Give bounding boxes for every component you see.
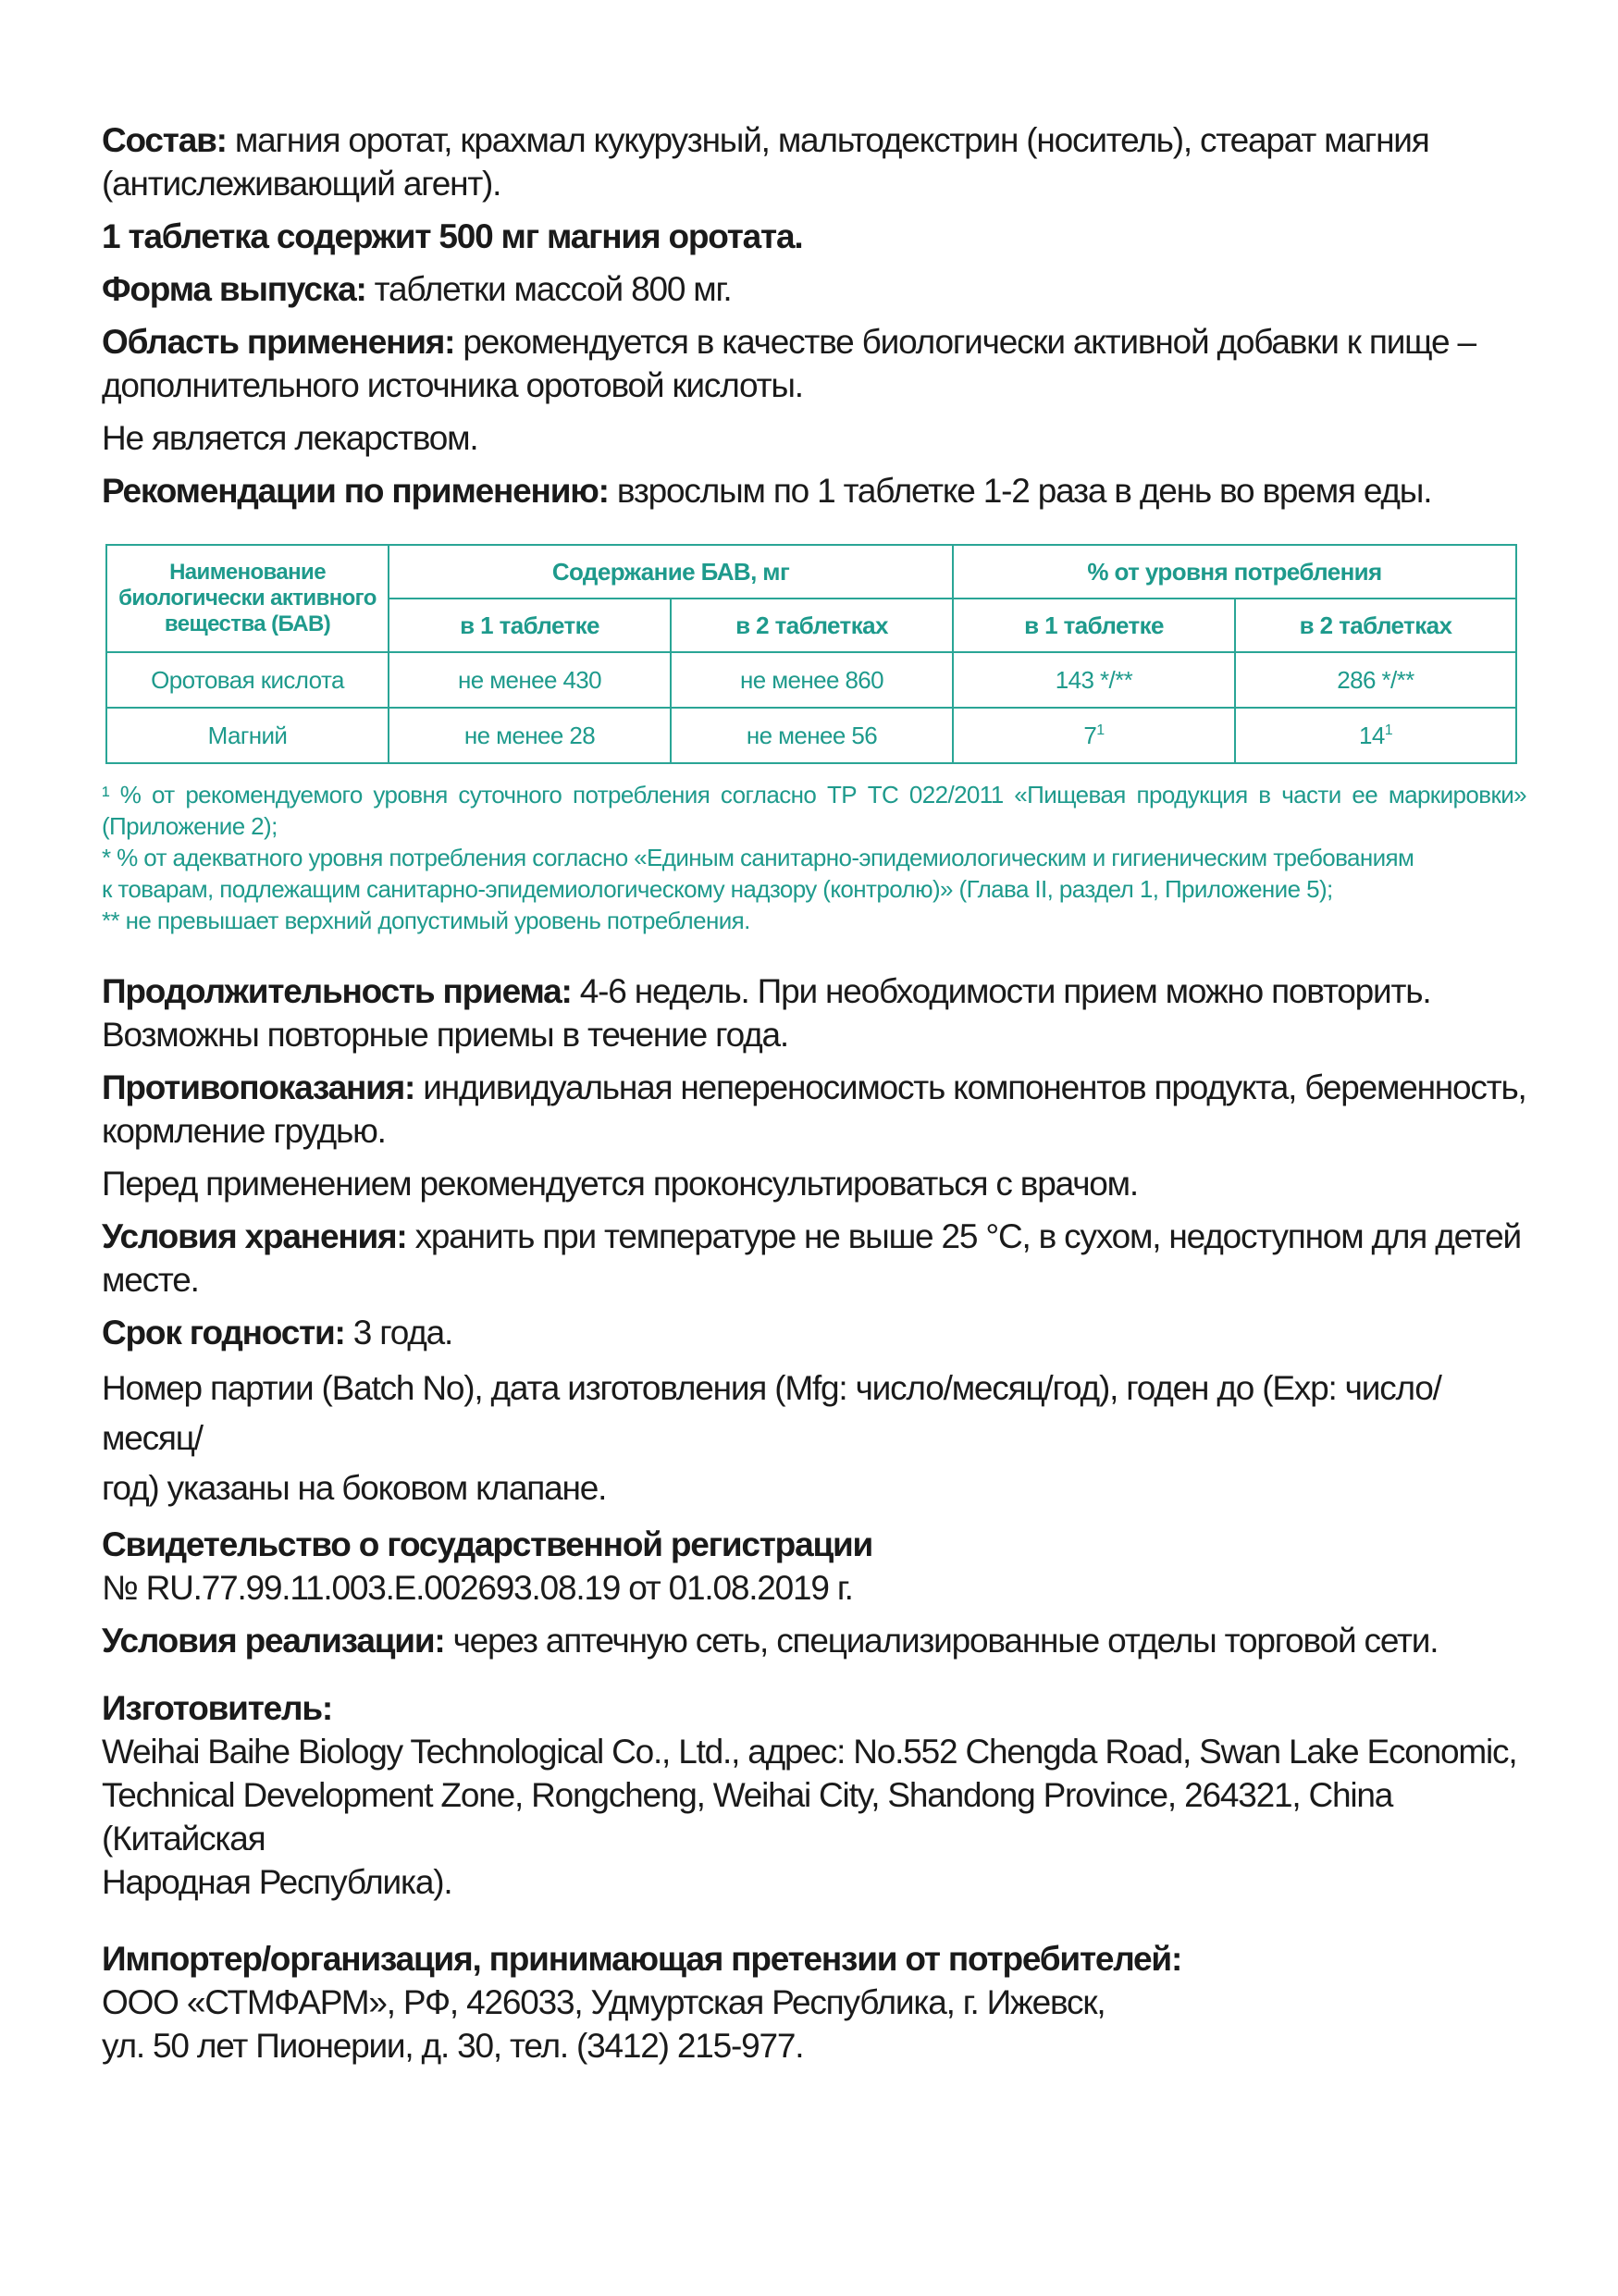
importer-label: Импортер/организация, принимающая претензии от потребителей:	[102, 1940, 1182, 1978]
sale-text: через аптечную сеть, специализированные отделы торговой сети.	[452, 1622, 1439, 1660]
row-content-1: не менее 28	[389, 708, 671, 763]
row-content-2: не менее 56	[671, 708, 953, 763]
sale-label: Условия реализации:	[102, 1622, 445, 1660]
table-row	[106, 708, 1516, 763]
shelf-paragraph	[102, 1311, 1526, 1354]
form-paragraph	[102, 267, 1526, 311]
manufacturer-line3: Народная Республика).	[102, 1863, 452, 1901]
importer-line1: ООО «СТМФАРМ», РФ, 426033, Удмуртская Республика, г. Ижевск,	[102, 1983, 1105, 2021]
composition-line2: (антислеживающий агент).	[102, 165, 501, 203]
usage-label: Рекомендации по применению:	[102, 472, 609, 510]
sale-paragraph	[102, 1619, 1526, 1662]
tablet-content: 1 таблетка содержит 500 мг магния оротата.	[102, 217, 803, 255]
row-name: Магний	[106, 708, 389, 763]
area-label: Область применения:	[102, 323, 455, 361]
footnote-1-line2: (Приложение 2);	[102, 812, 278, 840]
row-name: Оротовая кислота	[106, 652, 389, 708]
manufacturer-label: Изготовитель:	[102, 1689, 332, 1727]
nutrient-table	[105, 544, 1517, 764]
row-percent-1: $7^1$	[953, 708, 1235, 763]
composition-label: Состав:	[102, 121, 227, 159]
form-label: Форма выпуска:	[102, 270, 366, 308]
col-name-header: Наименование биологически активного вещества (БАВ)	[106, 545, 389, 652]
table-row	[106, 652, 1516, 708]
footnotes	[102, 779, 1526, 936]
footnote-2-line2: к товарам, подлежащим санитарно-эпидемиологическому надзору (контролю)» (Глава II, раздел 1, Приложение 5);	[102, 875, 1333, 903]
row-percent-2: 286 */**	[1235, 652, 1516, 708]
area-paragraph	[102, 320, 1526, 407]
form-text: таблетки массой 800 мг.	[374, 270, 732, 308]
usage-text: взрослым по 1 таблетке 1-2 раза в день во время еды.	[616, 472, 1432, 510]
document-body	[102, 118, 1526, 2077]
storage-line1: хранить при температуре не выше 25 °С, в сухом, недоступном для детей	[414, 1217, 1521, 1255]
row-percent-2: $14^1$	[1235, 708, 1516, 763]
footnote-mark: 1	[1096, 722, 1105, 738]
footnote-2-line1: * % от адекватного уровня потребления согласно «Единым санитарно-эпидемиологическим и гигиеническим требованиям	[102, 844, 1414, 871]
batch-line2: год) указаны на боковом клапане.	[102, 1469, 607, 1507]
footnote-mark: 1	[1384, 722, 1393, 738]
shelf-label: Срок годности:	[102, 1314, 345, 1352]
sub-header: в 2 таблетках	[671, 599, 953, 652]
area-line1: рекомендуется в качестве биологически активной добавки к пище –	[463, 323, 1476, 361]
registration-label: Свидетельство о государственной регистрации	[102, 1525, 873, 1563]
area-line2: дополнительного источника оротовой кислоты.	[102, 366, 803, 404]
contra-line1: индивидуальная непереносимость компонентов продукта, беременность,	[423, 1068, 1526, 1106]
batch-line1: Номер партии (Batch No), дата изготовления (Mfg: число/месяц/год), годен до (Exp: число/месяц/	[102, 1369, 1441, 1457]
contra-label: Противопоказания:	[102, 1068, 415, 1106]
sub-header: в 1 таблетке	[389, 599, 671, 652]
composition-paragraph	[102, 118, 1526, 205]
sub-header: в 2 таблетках	[1235, 599, 1516, 652]
storage-paragraph	[102, 1215, 1526, 1302]
importer-paragraph	[102, 1937, 1526, 2068]
table-header-row	[106, 545, 1516, 599]
percent-group-header: % от уровня потребления	[953, 545, 1516, 599]
row-percent-1: 143 */**	[953, 652, 1235, 708]
composition-line1: магния оротат, крахмал кукурузный, мальтодекстрин (носитель), стеарат магния	[234, 121, 1429, 159]
row-content-2: не менее 860	[671, 652, 953, 708]
manufacturer-line1: Weihai Baihe Biology Technological Co., Ltd., адрес: No.552 Chengda Road, Swan Lake Economic,	[102, 1733, 1517, 1771]
footnote-1-line1: ¹ % от рекомендуемого уровня суточного потребления согласно ТР ТС 022/2011 «Пищевая продукция в части ее маркировки»	[102, 781, 1526, 809]
usage-paragraph	[102, 469, 1526, 512]
consult-note: Перед применением рекомендуется проконсультироваться с врачом.	[102, 1165, 1138, 1203]
batch-paragraph	[102, 1364, 1526, 1513]
not-drug-note: Не является лекарством.	[102, 419, 478, 457]
duration-paragraph	[102, 969, 1526, 1056]
storage-label: Условия хранения:	[102, 1217, 407, 1255]
storage-line2: месте.	[102, 1261, 199, 1299]
registration-paragraph	[102, 1523, 1526, 1610]
importer-line2: ул. 50 лет Пионерии, д. 30, тел. (3412) 215-977.	[102, 2027, 804, 2065]
sub-header: в 1 таблетке	[953, 599, 1235, 652]
duration-label: Продолжительность приема:	[102, 972, 572, 1010]
footnote-3: ** не превышает верхний допустимый уровень потребления.	[102, 907, 750, 934]
row-content-1: не менее 430	[389, 652, 671, 708]
contra-line2: кормление грудью.	[102, 1112, 386, 1150]
duration-line1: 4-6 недель. При необходимости прием можно повторить.	[579, 972, 1431, 1010]
contra-paragraph	[102, 1066, 1526, 1153]
registration-text: № RU.77.99.11.003.Е.002693.08.19 от 01.08.2019 г.	[102, 1569, 853, 1607]
manufacturer-paragraph	[102, 1686, 1526, 1904]
duration-line2: Возможны повторные приемы в течение года.	[102, 1016, 788, 1054]
manufacturer-line2: Technical Development Zone, Rongcheng, Weihai City, Shandong Province, 264321, China (Китайская	[102, 1776, 1393, 1858]
shelf-text: 3 года.	[352, 1314, 453, 1352]
content-group-header: Содержание БАВ, мг	[389, 545, 953, 599]
